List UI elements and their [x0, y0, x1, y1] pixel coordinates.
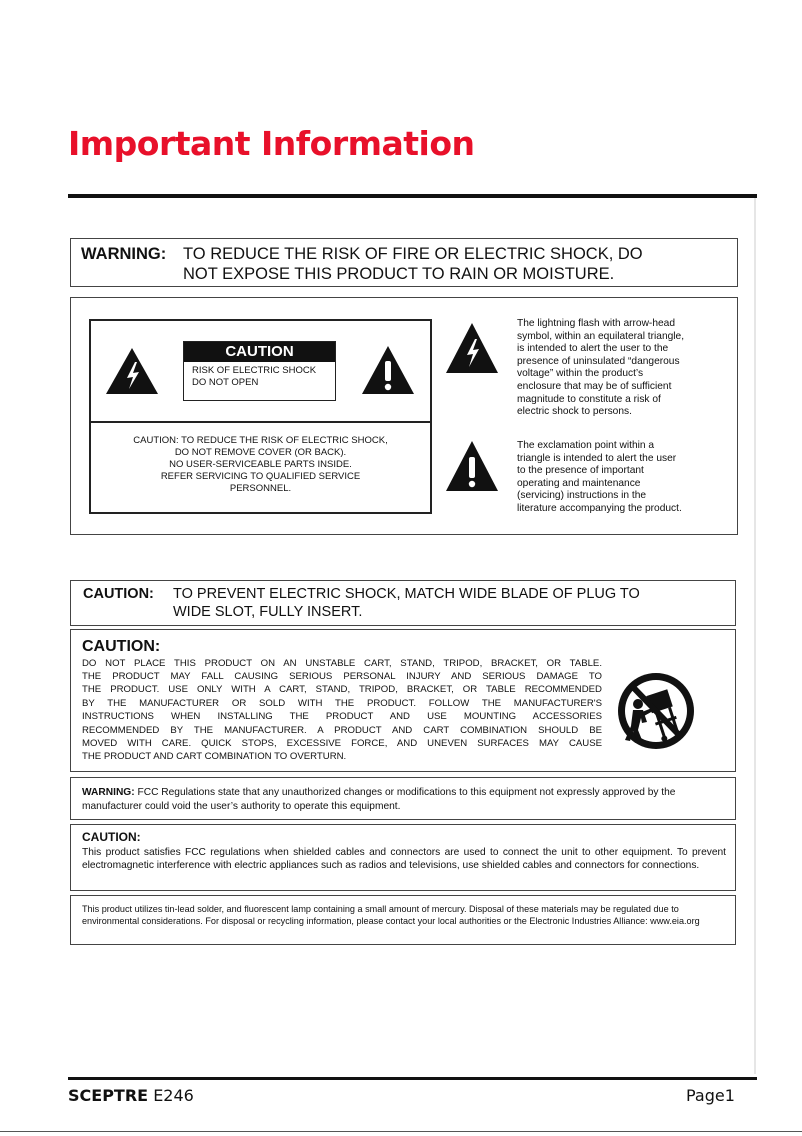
warning-line-2: NOT EXPOSE THIS PRODUCT TO RAIN OR MOISTURE. — [183, 265, 615, 283]
desc-line: literature accompanying the product. — [517, 502, 682, 514]
note-line: CAUTION: TO REDUCE THE RISK OF ELECTRIC SHOCK, — [133, 435, 388, 446]
cart-caution-line: THE PRODUCT. USE ONLY WITH A CART, STAND, TRIPOD, BRACKET, OR TABLE RECOMMENDED — [82, 684, 602, 695]
plug-caution-line-1: TO PREVENT ELECTRIC SHOCK, MATCH WIDE BLADE OF PLUG TO — [173, 586, 640, 602]
fcc-caution-heading: CAUTION: — [82, 830, 141, 844]
safety-symbols-box — [70, 297, 738, 535]
mercury-notice-box — [70, 895, 736, 945]
title-divider — [68, 194, 757, 198]
warning-line-1: TO REDUCE THE RISK OF FIRE OR ELECTRIC SHOCK, DO — [183, 245, 643, 263]
exclamation-triangle-icon — [445, 440, 499, 492]
caution-panel-note — [91, 435, 430, 495]
desc-line: symbol, within an equilateral triangle, — [517, 330, 685, 342]
desc-line: is intended to alert the user to the — [517, 343, 669, 355]
footer-divider — [68, 1077, 757, 1080]
note-line: PERSONNEL. — [229, 483, 292, 494]
fcc-warning-box — [70, 777, 736, 820]
desc-line: electric shock to persons. — [517, 406, 632, 418]
note-line: REFER SERVICING TO QUALIFIED SERVICE — [160, 471, 361, 482]
model-name: E246 — [153, 1086, 194, 1105]
lightning-triangle-icon — [445, 322, 499, 374]
mercury-notice-text: This product utilizes tin-lead solder, and fluorescent lamp containing a small amount of mercury. Disposal of these materials may be regulated due to environmental considerations. For disposal or recycling information, please contact your local authorities or the Electronic Industries Alliance: www.eia.org — [82, 904, 700, 927]
plug-caution-box — [70, 580, 736, 626]
fcc-caution-box — [70, 824, 736, 891]
desc-line: triangle is intended to alert the user — [517, 452, 677, 464]
brand-name: SCEPTRE — [68, 1086, 149, 1105]
caution-badge — [183, 341, 336, 401]
cart-caution-line: THE PRODUCT AND CART COMBINATION TO OVERTURN. — [82, 751, 347, 762]
desc-line: operating and maintenance — [517, 477, 641, 489]
desc-line: magnitude to constitute a risk of — [517, 393, 661, 405]
footer-brand — [68, 1086, 194, 1105]
desc-line: voltage” within the product’s — [517, 368, 644, 380]
caution-label-panel — [89, 319, 432, 514]
lightning-description — [517, 318, 732, 419]
caution-badge-line-2: DO NOT OPEN — [192, 377, 259, 388]
panel-divider — [91, 421, 430, 423]
note-line: NO USER-SERVICEABLE PARTS INSIDE. — [169, 459, 352, 470]
fcc-warning-label: WARNING: — [82, 787, 135, 798]
note-line: DO NOT REMOVE COVER (OR BACK). — [174, 447, 347, 458]
caution-badge-line-1: RISK OF ELECTRIC SHOCK — [192, 365, 317, 376]
cart-caution-heading: CAUTION: — [82, 638, 161, 655]
desc-line: presence of uninsulated “dangerous — [517, 355, 680, 367]
page-number: Page1 — [686, 1086, 735, 1105]
desc-line: (servicing) instructions in the — [517, 490, 647, 502]
exclamation-description — [517, 440, 732, 516]
cart-tipover-warning-icon — [616, 670, 696, 752]
cart-caution-line: THE PRODUCT MAY FALL CAUSING SERIOUS PERSONAL INJURY AND SERIOUS DAMAGE TO — [82, 671, 602, 682]
page-edge-line — [754, 198, 756, 1074]
page-title: Important Information — [68, 124, 475, 163]
plug-caution-label: CAUTION: — [83, 586, 154, 602]
cart-caution-line: DO NOT PLACE THIS PRODUCT ON AN UNSTABLE CART, STAND, TRIPOD, BRACKET, OR TABLE. — [82, 658, 602, 669]
cart-caution-box — [70, 629, 736, 772]
plug-caution-line-2: WIDE SLOT, FULLY INSERT. — [173, 604, 363, 620]
warning-box — [70, 238, 738, 287]
desc-line: The lightning flash with arrow-head — [517, 318, 675, 329]
cart-caution-line: MOVED WITH CARE. QUICK STOPS, EXCESSIVE FORCE, AND UNEVEN SURFACES MAY CAUSE — [82, 738, 602, 749]
cart-caution-line: RECOMMENDED BY THE MANUFACTURER. A PRODUCT AND CART COMBINATION SHOULD BE — [82, 725, 602, 736]
caution-badge-title: CAUTION — [184, 342, 335, 362]
warning-label: WARNING: — [81, 245, 167, 263]
lightning-triangle-icon — [105, 347, 159, 395]
exclamation-triangle-icon — [361, 345, 415, 395]
fcc-caution-text: This product satisfies FCC regulations when shielded cables and connectors are used to connect the unit to other equipment. To prevent electromagnetic interference with electric appliances such as radios and televisions, use shielded cables and connectors for connections. — [82, 847, 726, 871]
cart-caution-line: INSTRUCTIONS WHEN INSTALLING THE PRODUCT AND USE MOUNTING ACCESSORIES — [82, 711, 602, 722]
desc-line: The exclamation point within a — [517, 440, 655, 451]
desc-line: to the presence of important — [517, 465, 644, 477]
desc-line: enclosure that may be of sufficient — [517, 380, 672, 392]
fcc-warning-text: FCC Regulations state that any unauthorized changes or modifications to this equipment not expressly approved by the manufacturer could void the user’s authority to operate this equipment. — [82, 787, 676, 812]
cart-caution-line: BY THE MANUFACTURER OR SOLD WITH THE PRODUCT. FOLLOW THE MANUFACTURER'S — [82, 698, 602, 709]
page-bottom-edge — [0, 1131, 802, 1132]
